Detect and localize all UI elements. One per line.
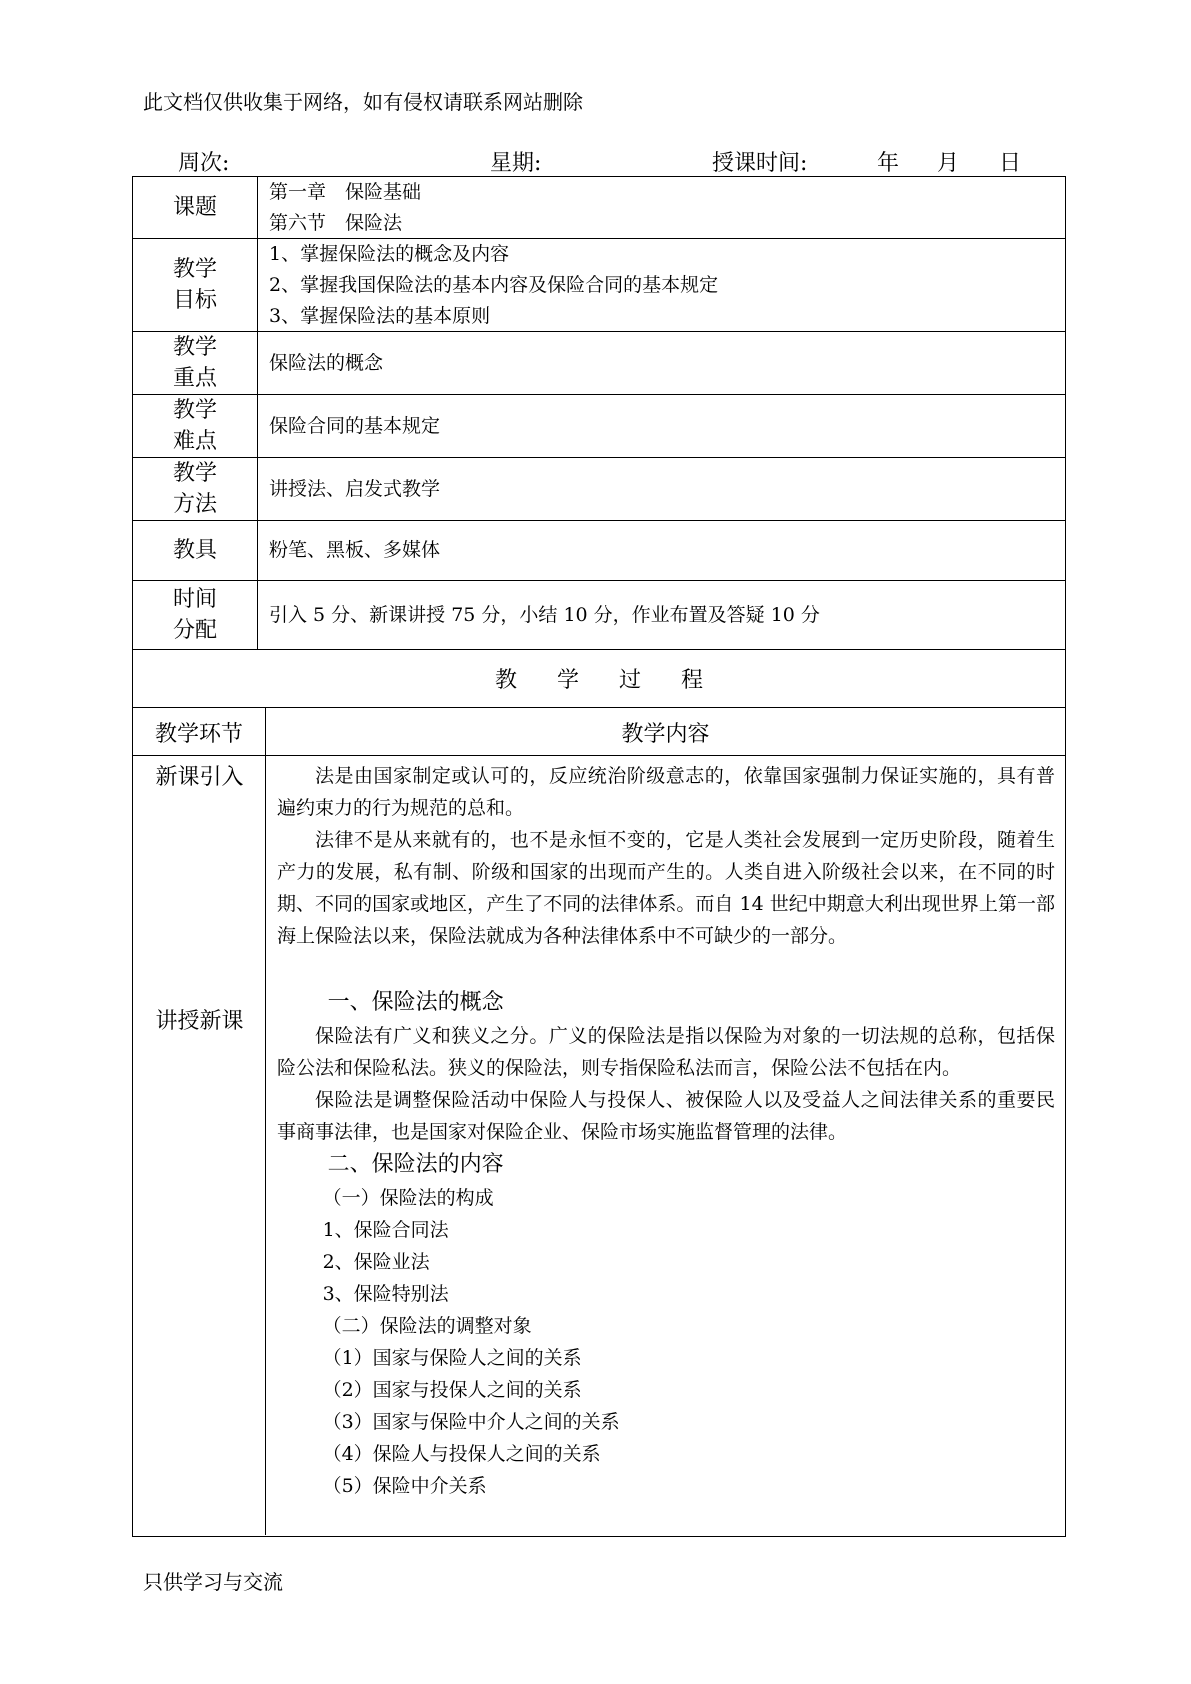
- topic-value: [269, 177, 1059, 238]
- lesson-meta-row: [0, 146, 1191, 176]
- column-header-content: 教学内容: [621, 721, 710, 747]
- focus-row: [133, 332, 1065, 395]
- tools-value: 粉笔、黑板、多媒体: [269, 539, 441, 561]
- list-item: 3、保险特别法: [322, 1283, 449, 1305]
- content-column: [277, 756, 1055, 1535]
- footer-note: 只供学习与交流: [143, 1570, 283, 1594]
- method-value: 讲授法、启发式教学: [269, 477, 441, 500]
- paragraph: 保险法是调整保险活动中保险人与投保人、被保险人以及受益人之间法律关系的重要民事商事法律，也是国家对保险企业、保险市场实施监督管理的法律。: [277, 1089, 1055, 1143]
- list-item: 1、保险合同法: [322, 1219, 449, 1241]
- day-label: 日: [999, 151, 1022, 176]
- month-label: 月: [937, 151, 960, 176]
- list-item: （2）国家与投保人之间的关系: [322, 1379, 582, 1401]
- difficulty-label: 教学 难点: [133, 395, 258, 457]
- column-header-row: [133, 708, 1065, 756]
- lesson-info-table: [132, 176, 1066, 650]
- paragraph: 法是由国家制定或认可的，反应统治阶级意志的，依靠国家强制力保证实施的，具有普遍约束力的行为规范的总和。: [277, 765, 1055, 819]
- list-item: （一）保险法的构成: [322, 1187, 494, 1209]
- time-value: 引入 5 分、新课讲授 75 分，小结 10 分，作业布置及答疑 10 分: [269, 603, 820, 626]
- focus-label: 教学 重点: [133, 332, 258, 394]
- goals-row: [133, 239, 1065, 332]
- process-title: 教 学 过 程: [494, 668, 704, 693]
- week-label: 周次:: [178, 151, 230, 176]
- goal-item: 2、掌握我国保险法的基本内容及保险合同的基本规定: [269, 273, 719, 296]
- difficulty-value: 保险合同的基本规定: [269, 414, 441, 437]
- topic-label: 课题: [133, 177, 258, 238]
- section-heading: 一、保险法的概念: [327, 990, 504, 1015]
- list-item: 2、保险业法: [322, 1251, 430, 1273]
- topic-line: 第一章 保险基础: [269, 180, 422, 203]
- method-label: 教学 方法: [133, 458, 258, 520]
- tools-label: 教具: [133, 521, 258, 580]
- topic-line: 第六节 保险法: [269, 211, 403, 234]
- process-body: [133, 756, 1065, 1535]
- weekday-label: 星期:: [490, 151, 542, 176]
- column-header-stage: 教学环节: [133, 708, 266, 756]
- paragraph: 法律不是从来就有的，也不是永恒不变的，它是人类社会发展到一定历史阶段，随着生产力的发展，私有制、阶级和国家的出现而产生的。人类自进入阶级社会以来，在不同的时期、不同的国家或地区，产生了不同的法律体系。而自 14 世纪中期意大利出现世界上第一部海上保险法以来，保险法就成为各种法律体系中不可缺少的一部分。: [277, 829, 1055, 947]
- list-item: （1）国家与保险人之间的关系: [322, 1347, 582, 1369]
- section-heading: 二、保险法的内容: [327, 1152, 504, 1177]
- header-note: 此文档仅供收集于网络，如有侵权请联系网站删除: [143, 90, 583, 114]
- topic-row: [133, 177, 1065, 239]
- method-row: [133, 458, 1065, 521]
- difficulty-row: [133, 395, 1065, 458]
- list-item: （3）国家与保险中介人之间的关系: [322, 1411, 620, 1433]
- process-title-row: [132, 650, 1066, 708]
- list-item: （4）保险人与投保人之间的关系: [322, 1443, 601, 1465]
- stage-column: [133, 756, 266, 1535]
- goals-value: [269, 239, 1059, 331]
- stage-intro-label: 新课引入: [155, 765, 244, 790]
- stage-teach-label: 讲授新课: [155, 1009, 244, 1034]
- list-item: （5）保险中介关系: [322, 1475, 487, 1497]
- goal-item: 1、掌握保险法的概念及内容: [269, 242, 510, 265]
- list-item: （二）保险法的调整对象: [322, 1315, 532, 1337]
- tools-row: [133, 521, 1065, 581]
- year-label: 年: [877, 151, 900, 176]
- time-row: [133, 581, 1065, 649]
- goal-item: 3、掌握保险法的基本原则: [269, 304, 491, 327]
- focus-value: 保险法的概念: [269, 351, 384, 374]
- class-time-label: 授课时间:: [712, 151, 808, 176]
- goals-label: 教学 目标: [133, 239, 258, 331]
- paragraph: 保险法有广义和狭义之分。广义的保险法是指以保险为对象的一切法规的总称，包括保险公法和保险私法。狭义的保险法，则专指保险私法而言，保险公法不包括在内。: [277, 1025, 1055, 1079]
- time-label: 时间 分配: [133, 581, 258, 649]
- process-table: [132, 708, 1066, 1537]
